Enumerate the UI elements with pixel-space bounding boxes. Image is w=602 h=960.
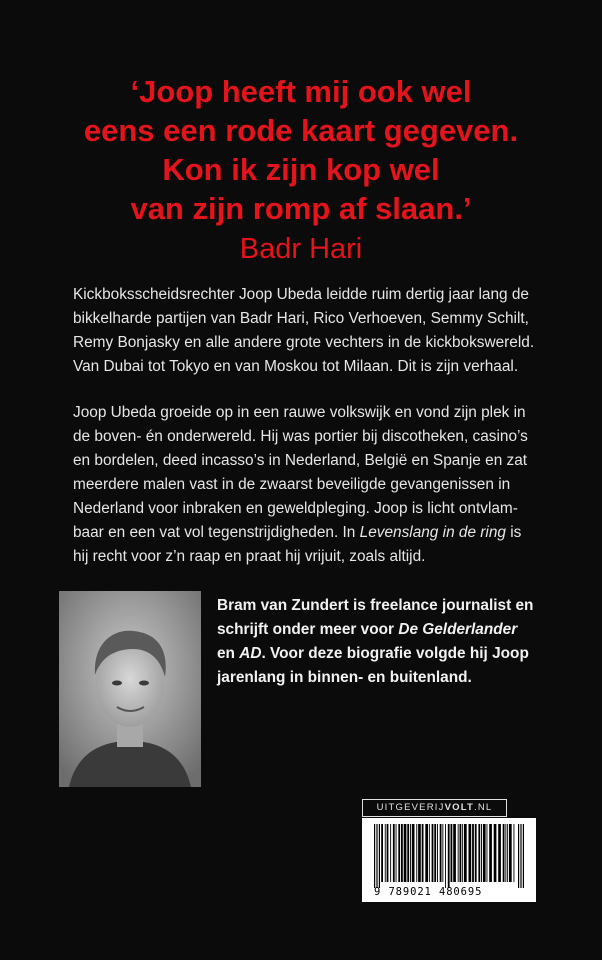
barcode-bar bbox=[481, 824, 482, 882]
bio-text: schrijft onder meer voor bbox=[217, 621, 399, 638]
barcode-bar bbox=[381, 824, 383, 882]
quote-line-4: van zijn romp af slaan.’ bbox=[130, 191, 472, 226]
barcode-bar bbox=[494, 824, 497, 882]
barcode-bar bbox=[396, 824, 397, 882]
barcode-bar bbox=[416, 824, 417, 882]
barcode-bar bbox=[412, 824, 415, 882]
description-paragraph-1 bbox=[73, 283, 535, 379]
barcode-bar bbox=[404, 824, 407, 882]
barcode-bar bbox=[462, 824, 463, 882]
paragraph-2-line: de boven- én onderwereld. Hij was portier bij discotheken, casino’s bbox=[73, 428, 528, 445]
barcode-bar bbox=[472, 824, 474, 882]
barcode-bar bbox=[387, 824, 389, 882]
barcode-bar bbox=[401, 824, 403, 882]
barcode-bar bbox=[453, 824, 456, 882]
barcode-bar bbox=[487, 824, 488, 882]
barcode-bar bbox=[422, 824, 424, 882]
paragraph-2-line: meerdere malen vast in de zwaarst beveiligde gevangenissen in bbox=[73, 476, 511, 493]
barcode-bar bbox=[460, 824, 462, 882]
paragraph-2-line: Nederland voor inbraken en geweldpleging. Joop is licht ontvlam- bbox=[73, 500, 518, 517]
author-photo bbox=[59, 591, 201, 787]
barcode-bar bbox=[514, 824, 515, 882]
barcode-bars bbox=[362, 818, 536, 888]
barcode-bar bbox=[469, 824, 472, 882]
barcode-bar bbox=[393, 824, 395, 882]
barcode-bar bbox=[407, 824, 409, 882]
barcode-bar bbox=[445, 824, 446, 888]
barcode-bar bbox=[451, 824, 453, 882]
bio-line bbox=[217, 642, 537, 666]
book-title: Levenslang in de ring bbox=[359, 524, 506, 541]
paragraph-1-line: Remy Bonjasky en alle andere grote vechters in de kickbokswereld. bbox=[73, 334, 535, 351]
barcode-bar bbox=[418, 824, 421, 882]
barcode-bar bbox=[498, 824, 501, 882]
barcode-bar bbox=[523, 824, 524, 888]
barcode-bar bbox=[464, 824, 467, 882]
barcode-bar bbox=[385, 824, 386, 882]
quote-line-3: Kon ik zijn kop wel bbox=[162, 152, 440, 187]
quote-author: Badr Hari bbox=[239, 233, 363, 265]
barcode-bar bbox=[437, 824, 438, 882]
publisher-prefix: UITGEVERIJ bbox=[376, 802, 445, 813]
isbn-number: 9 789021 480695 bbox=[374, 886, 483, 898]
author-bio bbox=[217, 594, 537, 690]
barcode-bar bbox=[376, 824, 377, 888]
barcode-bar bbox=[432, 824, 434, 882]
barcode-bar bbox=[379, 824, 380, 888]
paragraph-2-text: baar en een vat vol tegenstrijdigheden. In bbox=[73, 524, 360, 541]
bio-line bbox=[217, 618, 537, 642]
barcode-bar bbox=[475, 824, 477, 882]
barcode-bar bbox=[448, 824, 450, 888]
barcode-bar bbox=[483, 824, 486, 882]
barcode-bar bbox=[509, 824, 512, 882]
bio-line: Bram van Zundert is freelance journalist en bbox=[217, 597, 534, 614]
quote-line-2: eens een rode kaart gegeven. bbox=[83, 113, 519, 148]
bio-line: jarenlang in binnen- en buitenland. bbox=[217, 669, 472, 686]
paragraph-1-line: Van Dubai tot Tokyo en van Moskou tot Milaan. Dit is zijn verhaal. bbox=[73, 358, 519, 375]
barcode-bar bbox=[458, 824, 459, 882]
barcode-bar bbox=[425, 824, 428, 882]
paragraph-2-line bbox=[73, 521, 531, 545]
isbn-barcode bbox=[362, 818, 536, 902]
barcode-bar bbox=[478, 824, 480, 882]
publisher-suffix: .NL bbox=[474, 802, 493, 813]
paragraph-1-line: Kickboksscheidsrechter Joop Ubeda leidde ruim dertig jaar lang de bbox=[73, 286, 529, 303]
paragraph-2-text: is bbox=[505, 524, 522, 541]
barcode-bar bbox=[440, 824, 442, 882]
barcode-bar bbox=[429, 824, 430, 882]
bio-text: en bbox=[217, 645, 240, 662]
barcode-bar bbox=[390, 824, 391, 882]
author-portrait-illustration bbox=[59, 591, 201, 787]
barcode-bar bbox=[489, 824, 492, 882]
barcode-bar bbox=[507, 824, 508, 882]
paragraph-2-line: hij recht voor z’n raap en praat hij vrijuit, zoals altijd. bbox=[73, 548, 426, 565]
publication-name: AD bbox=[239, 645, 262, 662]
paragraph-2-line: en bordelen, deed incasso’s in Nederland, België en Spanje en zat bbox=[73, 452, 528, 469]
barcode-bar bbox=[442, 824, 443, 882]
barcode-bar bbox=[520, 824, 521, 888]
barcode-bar bbox=[374, 824, 375, 888]
quote-block bbox=[0, 72, 602, 267]
quote-line-1: ‘Joop heeft mij ook wel bbox=[130, 74, 472, 109]
description-paragraph-2 bbox=[73, 401, 531, 569]
barcode-bar bbox=[518, 824, 519, 888]
barcode-bar bbox=[503, 824, 505, 882]
bio-text: . Voor deze biografie volgde hij Joop bbox=[261, 645, 529, 662]
paragraph-2-line: Joop Ubeda groeide op in een rauwe volkswijk en vond zijn plek in bbox=[73, 404, 526, 421]
paragraph-1-line: bikkelharde partijen van Badr Hari, Rico Verhoeven, Semmy Schilt, bbox=[73, 310, 529, 327]
publisher-logo bbox=[362, 799, 507, 817]
barcode-bar bbox=[505, 824, 506, 882]
barcode-bar bbox=[434, 824, 436, 882]
publication-name: De Gelderlander bbox=[398, 621, 518, 638]
barcode-bar bbox=[410, 824, 411, 882]
publisher-brand: VOLT bbox=[444, 802, 474, 813]
barcode-bar bbox=[398, 824, 400, 882]
